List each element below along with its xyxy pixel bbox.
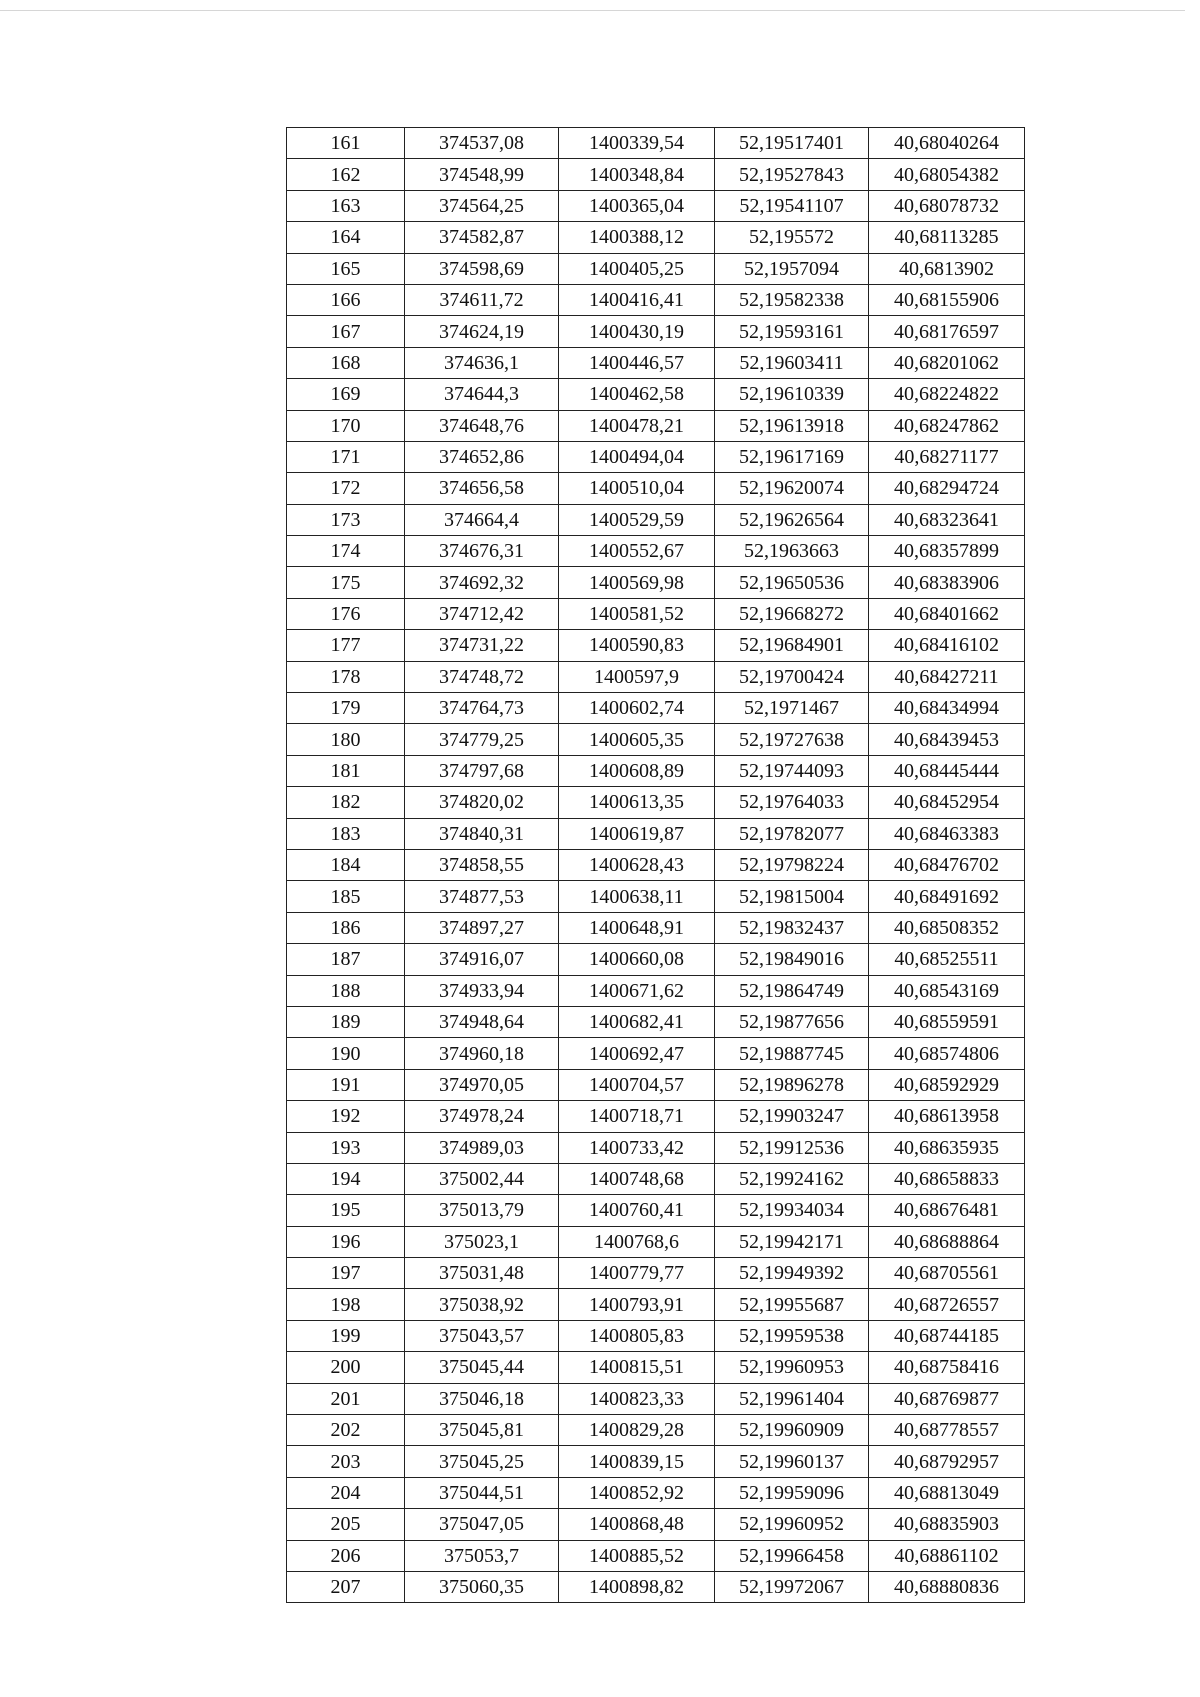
- longitude-cell: 40,68880836: [869, 1571, 1025, 1602]
- longitude-cell: 40,68778557: [869, 1415, 1025, 1446]
- point-number-cell: 205: [287, 1509, 405, 1540]
- x-coordinate-cell: 374897,27: [405, 912, 559, 943]
- y-coordinate-cell: 1400405,25: [559, 253, 715, 284]
- point-number-cell: 163: [287, 190, 405, 221]
- longitude-cell: 40,68543169: [869, 975, 1025, 1006]
- y-coordinate-cell: 1400365,04: [559, 190, 715, 221]
- table-row: [287, 1352, 1025, 1383]
- point-number-cell: 178: [287, 661, 405, 692]
- x-coordinate-cell: 374731,22: [405, 630, 559, 661]
- y-coordinate-cell: 1400388,12: [559, 222, 715, 253]
- y-coordinate-cell: 1400718,71: [559, 1101, 715, 1132]
- table-row: [287, 1069, 1025, 1100]
- latitude-cell: 52,19798224: [715, 849, 869, 880]
- table-row: [287, 1509, 1025, 1540]
- y-coordinate-cell: 1400760,41: [559, 1195, 715, 1226]
- point-number-cell: 183: [287, 818, 405, 849]
- longitude-cell: 40,68078732: [869, 190, 1025, 221]
- y-coordinate-cell: 1400605,35: [559, 724, 715, 755]
- latitude-cell: 52,19626564: [715, 504, 869, 535]
- point-number-cell: 203: [287, 1446, 405, 1477]
- y-coordinate-cell: 1400581,52: [559, 598, 715, 629]
- x-coordinate-cell: 374748,72: [405, 661, 559, 692]
- x-coordinate-cell: 374636,1: [405, 347, 559, 378]
- latitude-cell: 52,19668272: [715, 598, 869, 629]
- table-row: [287, 755, 1025, 786]
- x-coordinate-cell: 375002,44: [405, 1163, 559, 1194]
- longitude-cell: 40,68792957: [869, 1446, 1025, 1477]
- longitude-cell: 40,6813902: [869, 253, 1025, 284]
- longitude-cell: 40,68113285: [869, 222, 1025, 253]
- point-number-cell: 207: [287, 1571, 405, 1602]
- latitude-cell: 52,19896278: [715, 1069, 869, 1100]
- y-coordinate-cell: 1400552,67: [559, 536, 715, 567]
- table-row: [287, 347, 1025, 378]
- x-coordinate-cell: 374712,42: [405, 598, 559, 629]
- longitude-cell: 40,68813049: [869, 1477, 1025, 1508]
- longitude-cell: 40,68835903: [869, 1509, 1025, 1540]
- y-coordinate-cell: 1400446,57: [559, 347, 715, 378]
- x-coordinate-cell: 375013,79: [405, 1195, 559, 1226]
- table-row: [287, 724, 1025, 755]
- point-number-cell: 204: [287, 1477, 405, 1508]
- x-coordinate-cell: 374970,05: [405, 1069, 559, 1100]
- point-number-cell: 202: [287, 1415, 405, 1446]
- x-coordinate-cell: 374548,99: [405, 159, 559, 190]
- point-number-cell: 177: [287, 630, 405, 661]
- y-coordinate-cell: 1400648,91: [559, 912, 715, 943]
- y-coordinate-cell: 1400748,68: [559, 1163, 715, 1194]
- latitude-cell: 52,19864749: [715, 975, 869, 1006]
- point-number-cell: 188: [287, 975, 405, 1006]
- table-row: [287, 975, 1025, 1006]
- y-coordinate-cell: 1400768,6: [559, 1226, 715, 1257]
- latitude-cell: 52,19955687: [715, 1289, 869, 1320]
- longitude-cell: 40,68155906: [869, 284, 1025, 315]
- x-coordinate-cell: 375023,1: [405, 1226, 559, 1257]
- y-coordinate-cell: 1400823,33: [559, 1383, 715, 1414]
- table-row: [287, 1320, 1025, 1351]
- longitude-cell: 40,68401662: [869, 598, 1025, 629]
- latitude-cell: 52,19942171: [715, 1226, 869, 1257]
- longitude-cell: 40,68054382: [869, 159, 1025, 190]
- x-coordinate-cell: 374664,4: [405, 504, 559, 535]
- point-number-cell: 179: [287, 693, 405, 724]
- x-coordinate-cell: 374644,3: [405, 379, 559, 410]
- x-coordinate-cell: 374933,94: [405, 975, 559, 1006]
- x-coordinate-cell: 375047,05: [405, 1509, 559, 1540]
- x-coordinate-cell: 374779,25: [405, 724, 559, 755]
- x-coordinate-cell: 374656,58: [405, 473, 559, 504]
- longitude-cell: 40,68574806: [869, 1038, 1025, 1069]
- y-coordinate-cell: 1400339,54: [559, 128, 715, 159]
- longitude-cell: 40,68508352: [869, 912, 1025, 943]
- point-number-cell: 199: [287, 1320, 405, 1351]
- table-row: [287, 379, 1025, 410]
- point-number-cell: 195: [287, 1195, 405, 1226]
- table-row: [287, 222, 1025, 253]
- longitude-cell: 40,68635935: [869, 1132, 1025, 1163]
- latitude-cell: 52,19849016: [715, 944, 869, 975]
- y-coordinate-cell: 1400430,19: [559, 316, 715, 347]
- y-coordinate-cell: 1400569,98: [559, 567, 715, 598]
- table-row: [287, 1571, 1025, 1602]
- x-coordinate-cell: 374858,55: [405, 849, 559, 880]
- longitude-cell: 40,68201062: [869, 347, 1025, 378]
- y-coordinate-cell: 1400793,91: [559, 1289, 715, 1320]
- y-coordinate-cell: 1400815,51: [559, 1352, 715, 1383]
- table-row: [287, 128, 1025, 159]
- longitude-cell: 40,68434994: [869, 693, 1025, 724]
- latitude-cell: 52,19960953: [715, 1352, 869, 1383]
- y-coordinate-cell: 1400619,87: [559, 818, 715, 849]
- table-row: [287, 598, 1025, 629]
- y-coordinate-cell: 1400478,21: [559, 410, 715, 441]
- longitude-cell: 40,68357899: [869, 536, 1025, 567]
- table-row: [287, 410, 1025, 441]
- y-coordinate-cell: 1400660,08: [559, 944, 715, 975]
- x-coordinate-cell: 374676,31: [405, 536, 559, 567]
- x-coordinate-cell: 374797,68: [405, 755, 559, 786]
- longitude-cell: 40,68861102: [869, 1540, 1025, 1571]
- latitude-cell: 52,19620074: [715, 473, 869, 504]
- x-coordinate-cell: 375045,81: [405, 1415, 559, 1446]
- latitude-cell: 52,1963663: [715, 536, 869, 567]
- table-row: [287, 661, 1025, 692]
- point-number-cell: 181: [287, 755, 405, 786]
- point-number-cell: 190: [287, 1038, 405, 1069]
- latitude-cell: 52,19912536: [715, 1132, 869, 1163]
- latitude-cell: 52,19832437: [715, 912, 869, 943]
- latitude-cell: 52,19934034: [715, 1195, 869, 1226]
- x-coordinate-cell: 374652,86: [405, 441, 559, 472]
- latitude-cell: 52,1971467: [715, 693, 869, 724]
- x-coordinate-cell: 374624,19: [405, 316, 559, 347]
- table-row: [287, 944, 1025, 975]
- x-coordinate-cell: 375045,44: [405, 1352, 559, 1383]
- point-number-cell: 187: [287, 944, 405, 975]
- table-row: [287, 159, 1025, 190]
- longitude-cell: 40,68271177: [869, 441, 1025, 472]
- y-coordinate-cell: 1400839,15: [559, 1446, 715, 1477]
- table-row: [287, 1415, 1025, 1446]
- y-coordinate-cell: 1400805,83: [559, 1320, 715, 1351]
- x-coordinate-cell: 374537,08: [405, 128, 559, 159]
- longitude-cell: 40,68439453: [869, 724, 1025, 755]
- table-row: [287, 881, 1025, 912]
- x-coordinate-cell: 374948,64: [405, 1006, 559, 1037]
- latitude-cell: 52,19960137: [715, 1446, 869, 1477]
- x-coordinate-cell: 374978,24: [405, 1101, 559, 1132]
- latitude-cell: 52,19527843: [715, 159, 869, 190]
- point-number-cell: 193: [287, 1132, 405, 1163]
- scan-edge-line: [0, 10, 1185, 11]
- y-coordinate-cell: 1400348,84: [559, 159, 715, 190]
- x-coordinate-cell: 374989,03: [405, 1132, 559, 1163]
- point-number-cell: 173: [287, 504, 405, 535]
- latitude-cell: 52,19903247: [715, 1101, 869, 1132]
- longitude-cell: 40,68688864: [869, 1226, 1025, 1257]
- latitude-cell: 52,19593161: [715, 316, 869, 347]
- latitude-cell: 52,19966458: [715, 1540, 869, 1571]
- point-number-cell: 175: [287, 567, 405, 598]
- y-coordinate-cell: 1400628,43: [559, 849, 715, 880]
- longitude-cell: 40,68758416: [869, 1352, 1025, 1383]
- y-coordinate-cell: 1400829,28: [559, 1415, 715, 1446]
- latitude-cell: 52,19960909: [715, 1415, 869, 1446]
- table-row: [287, 1006, 1025, 1037]
- longitude-cell: 40,68247862: [869, 410, 1025, 441]
- y-coordinate-cell: 1400494,04: [559, 441, 715, 472]
- y-coordinate-cell: 1400638,11: [559, 881, 715, 912]
- x-coordinate-cell: 375060,35: [405, 1571, 559, 1602]
- longitude-cell: 40,68658833: [869, 1163, 1025, 1194]
- table-row: [287, 1540, 1025, 1571]
- x-coordinate-cell: 374877,53: [405, 881, 559, 912]
- x-coordinate-cell: 375044,51: [405, 1477, 559, 1508]
- longitude-cell: 40,68676481: [869, 1195, 1025, 1226]
- x-coordinate-cell: 374916,07: [405, 944, 559, 975]
- table-row: [287, 1383, 1025, 1414]
- latitude-cell: 52,19924162: [715, 1163, 869, 1194]
- x-coordinate-cell: 374960,18: [405, 1038, 559, 1069]
- latitude-cell: 52,19700424: [715, 661, 869, 692]
- x-coordinate-cell: 374598,69: [405, 253, 559, 284]
- table-row: [287, 536, 1025, 567]
- point-number-cell: 169: [287, 379, 405, 410]
- point-number-cell: 167: [287, 316, 405, 347]
- point-number-cell: 189: [287, 1006, 405, 1037]
- latitude-cell: 52,19610339: [715, 379, 869, 410]
- x-coordinate-cell: 374648,76: [405, 410, 559, 441]
- x-coordinate-cell: 374820,02: [405, 787, 559, 818]
- longitude-cell: 40,68452954: [869, 787, 1025, 818]
- y-coordinate-cell: 1400529,59: [559, 504, 715, 535]
- table-row: [287, 1446, 1025, 1477]
- point-number-cell: 191: [287, 1069, 405, 1100]
- longitude-cell: 40,68383906: [869, 567, 1025, 598]
- table-row: [287, 630, 1025, 661]
- table-row: [287, 787, 1025, 818]
- latitude-cell: 52,19744093: [715, 755, 869, 786]
- table-row: [287, 1132, 1025, 1163]
- latitude-cell: 52,19617169: [715, 441, 869, 472]
- point-number-cell: 201: [287, 1383, 405, 1414]
- latitude-cell: 52,19603411: [715, 347, 869, 378]
- latitude-cell: 52,19949392: [715, 1258, 869, 1289]
- latitude-cell: 52,19887745: [715, 1038, 869, 1069]
- longitude-cell: 40,68463383: [869, 818, 1025, 849]
- x-coordinate-cell: 375043,57: [405, 1320, 559, 1351]
- point-number-cell: 168: [287, 347, 405, 378]
- y-coordinate-cell: 1400416,41: [559, 284, 715, 315]
- table-row: [287, 849, 1025, 880]
- latitude-cell: 52,195572: [715, 222, 869, 253]
- longitude-cell: 40,68726557: [869, 1289, 1025, 1320]
- table-row: [287, 1258, 1025, 1289]
- longitude-cell: 40,68445444: [869, 755, 1025, 786]
- coordinates-table-body: [287, 128, 1025, 1603]
- table-row: [287, 693, 1025, 724]
- table-row: [287, 473, 1025, 504]
- latitude-cell: 52,19815004: [715, 881, 869, 912]
- point-number-cell: 162: [287, 159, 405, 190]
- point-number-cell: 176: [287, 598, 405, 629]
- y-coordinate-cell: 1400885,52: [559, 1540, 715, 1571]
- table-row: [287, 1226, 1025, 1257]
- longitude-cell: 40,68491692: [869, 881, 1025, 912]
- point-number-cell: 185: [287, 881, 405, 912]
- latitude-cell: 52,1957094: [715, 253, 869, 284]
- latitude-cell: 52,19959538: [715, 1320, 869, 1351]
- latitude-cell: 52,19582338: [715, 284, 869, 315]
- y-coordinate-cell: 1400704,57: [559, 1069, 715, 1100]
- y-coordinate-cell: 1400608,89: [559, 755, 715, 786]
- x-coordinate-cell: 374764,73: [405, 693, 559, 724]
- point-number-cell: 182: [287, 787, 405, 818]
- x-coordinate-cell: 375046,18: [405, 1383, 559, 1414]
- longitude-cell: 40,68525511: [869, 944, 1025, 975]
- latitude-cell: 52,19959096: [715, 1477, 869, 1508]
- point-number-cell: 180: [287, 724, 405, 755]
- x-coordinate-cell: 375031,48: [405, 1258, 559, 1289]
- latitude-cell: 52,19517401: [715, 128, 869, 159]
- point-number-cell: 172: [287, 473, 405, 504]
- point-number-cell: 206: [287, 1540, 405, 1571]
- y-coordinate-cell: 1400682,41: [559, 1006, 715, 1037]
- y-coordinate-cell: 1400779,77: [559, 1258, 715, 1289]
- y-coordinate-cell: 1400671,62: [559, 975, 715, 1006]
- table-row: [287, 190, 1025, 221]
- y-coordinate-cell: 1400692,47: [559, 1038, 715, 1069]
- latitude-cell: 52,19684901: [715, 630, 869, 661]
- longitude-cell: 40,68476702: [869, 849, 1025, 880]
- coordinates-table: [286, 127, 1025, 1603]
- table-row: [287, 1163, 1025, 1194]
- table-row: [287, 1038, 1025, 1069]
- y-coordinate-cell: 1400868,48: [559, 1509, 715, 1540]
- point-number-cell: 170: [287, 410, 405, 441]
- point-number-cell: 196: [287, 1226, 405, 1257]
- longitude-cell: 40,68427211: [869, 661, 1025, 692]
- y-coordinate-cell: 1400510,04: [559, 473, 715, 504]
- point-number-cell: 200: [287, 1352, 405, 1383]
- table-row: [287, 818, 1025, 849]
- table-row: [287, 1101, 1025, 1132]
- x-coordinate-cell: 375045,25: [405, 1446, 559, 1477]
- longitude-cell: 40,68705561: [869, 1258, 1025, 1289]
- y-coordinate-cell: 1400590,83: [559, 630, 715, 661]
- latitude-cell: 52,19541107: [715, 190, 869, 221]
- table-row: [287, 1195, 1025, 1226]
- latitude-cell: 52,19972067: [715, 1571, 869, 1602]
- point-number-cell: 161: [287, 128, 405, 159]
- x-coordinate-cell: 375038,92: [405, 1289, 559, 1320]
- table-row: [287, 912, 1025, 943]
- x-coordinate-cell: 374564,25: [405, 190, 559, 221]
- point-number-cell: 184: [287, 849, 405, 880]
- latitude-cell: 52,19764033: [715, 787, 869, 818]
- longitude-cell: 40,68744185: [869, 1320, 1025, 1351]
- longitude-cell: 40,68176597: [869, 316, 1025, 347]
- y-coordinate-cell: 1400733,42: [559, 1132, 715, 1163]
- y-coordinate-cell: 1400597,9: [559, 661, 715, 692]
- table-row: [287, 504, 1025, 535]
- y-coordinate-cell: 1400602,74: [559, 693, 715, 724]
- longitude-cell: 40,68559591: [869, 1006, 1025, 1037]
- table-row: [287, 567, 1025, 598]
- y-coordinate-cell: 1400852,92: [559, 1477, 715, 1508]
- table-row: [287, 253, 1025, 284]
- point-number-cell: 186: [287, 912, 405, 943]
- longitude-cell: 40,68416102: [869, 630, 1025, 661]
- table-row: [287, 316, 1025, 347]
- table-row: [287, 1477, 1025, 1508]
- x-coordinate-cell: 374611,72: [405, 284, 559, 315]
- point-number-cell: 198: [287, 1289, 405, 1320]
- point-number-cell: 165: [287, 253, 405, 284]
- longitude-cell: 40,68040264: [869, 128, 1025, 159]
- y-coordinate-cell: 1400613,35: [559, 787, 715, 818]
- point-number-cell: 164: [287, 222, 405, 253]
- point-number-cell: 166: [287, 284, 405, 315]
- x-coordinate-cell: 374692,32: [405, 567, 559, 598]
- latitude-cell: 52,19877656: [715, 1006, 869, 1037]
- y-coordinate-cell: 1400898,82: [559, 1571, 715, 1602]
- table-row: [287, 441, 1025, 472]
- longitude-cell: 40,68592929: [869, 1069, 1025, 1100]
- latitude-cell: 52,19960952: [715, 1509, 869, 1540]
- y-coordinate-cell: 1400462,58: [559, 379, 715, 410]
- latitude-cell: 52,19782077: [715, 818, 869, 849]
- table-row: [287, 284, 1025, 315]
- latitude-cell: 52,19613918: [715, 410, 869, 441]
- point-number-cell: 171: [287, 441, 405, 472]
- x-coordinate-cell: 374582,87: [405, 222, 559, 253]
- x-coordinate-cell: 375053,7: [405, 1540, 559, 1571]
- longitude-cell: 40,68294724: [869, 473, 1025, 504]
- point-number-cell: 174: [287, 536, 405, 567]
- longitude-cell: 40,68613958: [869, 1101, 1025, 1132]
- point-number-cell: 194: [287, 1163, 405, 1194]
- latitude-cell: 52,19727638: [715, 724, 869, 755]
- longitude-cell: 40,68224822: [869, 379, 1025, 410]
- point-number-cell: 197: [287, 1258, 405, 1289]
- latitude-cell: 52,19650536: [715, 567, 869, 598]
- point-number-cell: 192: [287, 1101, 405, 1132]
- longitude-cell: 40,68323641: [869, 504, 1025, 535]
- table-row: [287, 1289, 1025, 1320]
- x-coordinate-cell: 374840,31: [405, 818, 559, 849]
- latitude-cell: 52,19961404: [715, 1383, 869, 1414]
- longitude-cell: 40,68769877: [869, 1383, 1025, 1414]
